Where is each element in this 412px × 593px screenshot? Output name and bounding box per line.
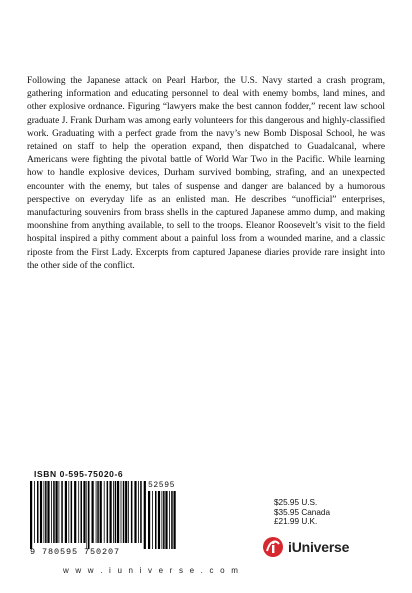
isbn-label: ISBN 0-595-75020-6 <box>34 469 124 479</box>
book-description: Following the Japanese attack on Pearl Harbor, the U.S. Navy started a crash program, gathering information and educating personnel to deal with enemy bombs, land mines, and other explosive ordnance. Figuring “lawyers make the best cannon fodder,” recent law school graduate J. Frank Durham was among early volunteers for this dangerous and highly-classified work. Graduating with a perfect grade from the navy’s new Bomb Disposal School, he was retained on staff to help the operation expand, then dispatched to Guadalcanal, where Americans were fighting the pivotal battle of World War Two in the Pacific. While learning how to handle explosive devices, Durham survived bombing, strafing, and an unexpected encounter with the enemy, but tales of suspense and danger are balanced by a humorous perspective on everyday life as an enlisted man. He describes “unofficial” enterprises, manufacturing souvenirs from brass shells in the captured Japanese ammo dump, and making moonshine from anything available, to sell to the troops. Eleanor Roosevelt’s visit to the field hospital inspired a pithy comment about a painful loss from a wounded marine, and a classic riposte from the First Lady. Excerpts from captured Japanese diaries provide rare insight into the other side of the conflict. <box>27 76 385 271</box>
price-canada: $35.95 Canada <box>274 507 330 517</box>
publisher-logo <box>262 534 382 560</box>
addon-barcode-bars <box>148 491 176 555</box>
price-list <box>274 498 330 527</box>
isbn-barcode <box>30 469 176 562</box>
publisher-name: iUniverse <box>288 539 350 555</box>
price-us: $25.95 U.S. <box>274 498 318 507</box>
ean-barcode-bars <box>30 481 146 549</box>
iuniverse-logo-icon <box>262 536 284 558</box>
addon-digits: 52595 <box>148 481 176 490</box>
publisher-website: w w w . i u n i v e r s e . c o m <box>63 566 241 575</box>
ean-digits: 9 780595 750207 <box>30 547 121 557</box>
price-uk: £21.99 U.K. <box>274 517 318 527</box>
